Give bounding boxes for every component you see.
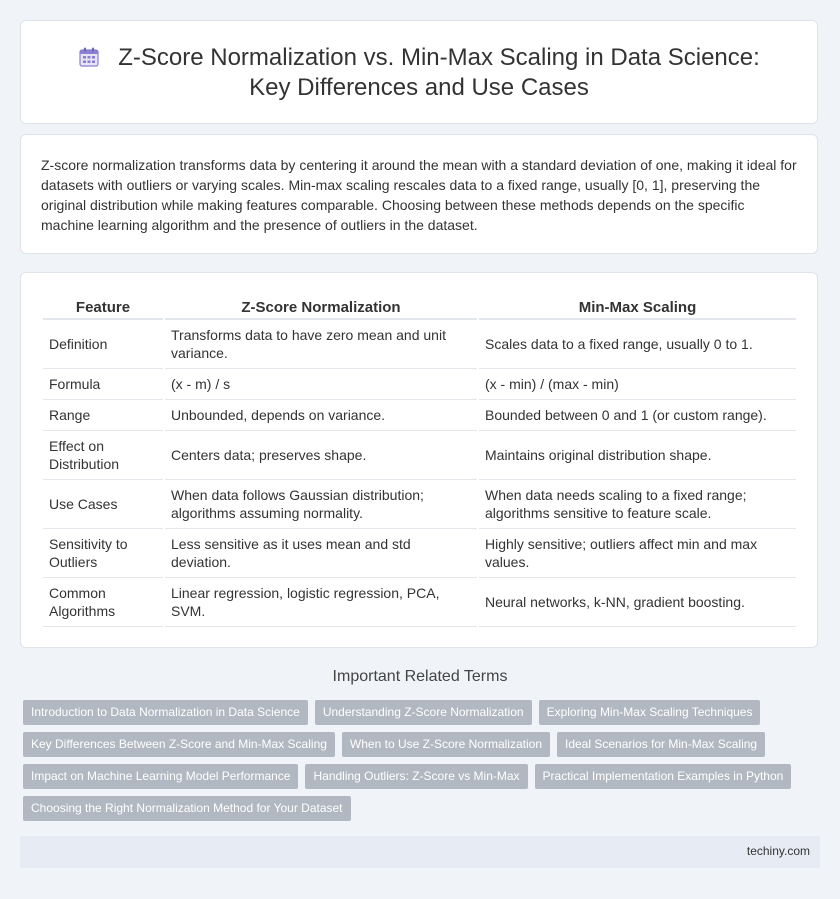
cell-feature: Effect on Distribution	[43, 431, 163, 480]
cell-z-score: (x - m) / s	[165, 369, 477, 400]
cell-z-score: Transforms data to have zero mean and unit variance.	[165, 320, 477, 369]
cell-min-max: (x - min) / (max - min)	[479, 369, 796, 400]
cell-min-max: Maintains original distribution shape.	[479, 431, 796, 480]
cell-z-score: When data follows Gaussian distribution; algorithms assuming normality.	[165, 480, 477, 529]
cell-z-score: Less sensitive as it uses mean and std deviation.	[165, 529, 477, 578]
related-term-tag[interactable]: Handling Outliers: Z-Score vs Min-Max	[305, 764, 527, 789]
intro-paragraph: Z-score normalization transforms data by centering it around the mean with a standard deviation of one, making it ideal for datasets with outliers or varying scales. Min-max scaling rescales data to a fixed range, usually [0, 1], preserving the original distribution while making features comparable. Choosing between these methods depends on the specific machine learning algorithm and the presence of outliers in the dataset.	[41, 157, 797, 233]
header-z-score: Z-Score Normalization	[165, 296, 477, 320]
related-term-tag[interactable]: Ideal Scenarios for Min-Max Scaling	[557, 732, 765, 757]
cell-feature: Range	[43, 400, 163, 431]
related-terms-list	[23, 700, 823, 828]
cell-min-max: Highly sensitive; outliers affect min and max values.	[479, 529, 796, 578]
cell-feature: Use Cases	[43, 480, 163, 529]
cell-min-max: Bounded between 0 and 1 (or custom range).	[479, 400, 796, 431]
page-title-text: Z-Score Normalization vs. Min-Max Scaling in Data Science: Key Differences and Use Cases	[118, 44, 760, 101]
cell-feature: Common Algorithms	[43, 578, 163, 627]
cell-min-max: Scales data to a fixed range, usually 0 to 1.	[479, 320, 796, 369]
related-term-tag[interactable]: Understanding Z-Score Normalization	[315, 700, 532, 725]
footer-site-link[interactable]: techiny.com	[746, 844, 810, 858]
related-term-tag[interactable]: Choosing the Right Normalization Method for Your Dataset	[23, 796, 351, 821]
related-term-tag[interactable]: When to Use Z-Score Normalization	[342, 732, 550, 757]
title-card	[20, 20, 818, 124]
related-term-tag[interactable]: Key Differences Between Z-Score and Min-Max Scaling	[23, 732, 335, 757]
related-term-tag[interactable]: Exploring Min-Max Scaling Techniques	[539, 700, 761, 725]
calendar-icon	[78, 46, 100, 68]
cell-feature: Definition	[43, 320, 163, 369]
footer	[20, 836, 820, 868]
table-row	[43, 400, 796, 431]
related-term-tag[interactable]: Introduction to Data Normalization in Data Science	[23, 700, 308, 725]
cell-min-max: When data needs scaling to a fixed range; algorithms sensitive to feature scale.	[479, 480, 796, 529]
cell-z-score: Centers data; preserves shape.	[165, 431, 477, 480]
header-feature: Feature	[43, 296, 163, 320]
table-row	[43, 578, 796, 627]
table-row	[43, 529, 796, 578]
page-title	[61, 43, 777, 103]
table-row	[43, 369, 796, 400]
header-min-max: Min-Max Scaling	[479, 296, 796, 320]
cell-min-max: Neural networks, k-NN, gradient boosting.	[479, 578, 796, 627]
related-term-tag[interactable]: Impact on Machine Learning Model Performance	[23, 764, 298, 789]
related-term-tag[interactable]: Practical Implementation Examples in Python	[535, 764, 792, 789]
related-terms-title: Important Related Terms	[332, 668, 508, 685]
table-row	[43, 320, 796, 369]
comparison-table-card	[20, 272, 818, 648]
cell-z-score: Linear regression, logistic regression, PCA, SVM.	[165, 578, 477, 627]
comparison-table	[41, 296, 798, 627]
table-row	[43, 480, 796, 529]
intro-card	[20, 134, 818, 254]
cell-feature: Formula	[43, 369, 163, 400]
cell-feature: Sensitivity to Outliers	[43, 529, 163, 578]
cell-z-score: Unbounded, depends on variance.	[165, 400, 477, 431]
table-header-row	[43, 296, 796, 320]
table-row	[43, 431, 796, 480]
